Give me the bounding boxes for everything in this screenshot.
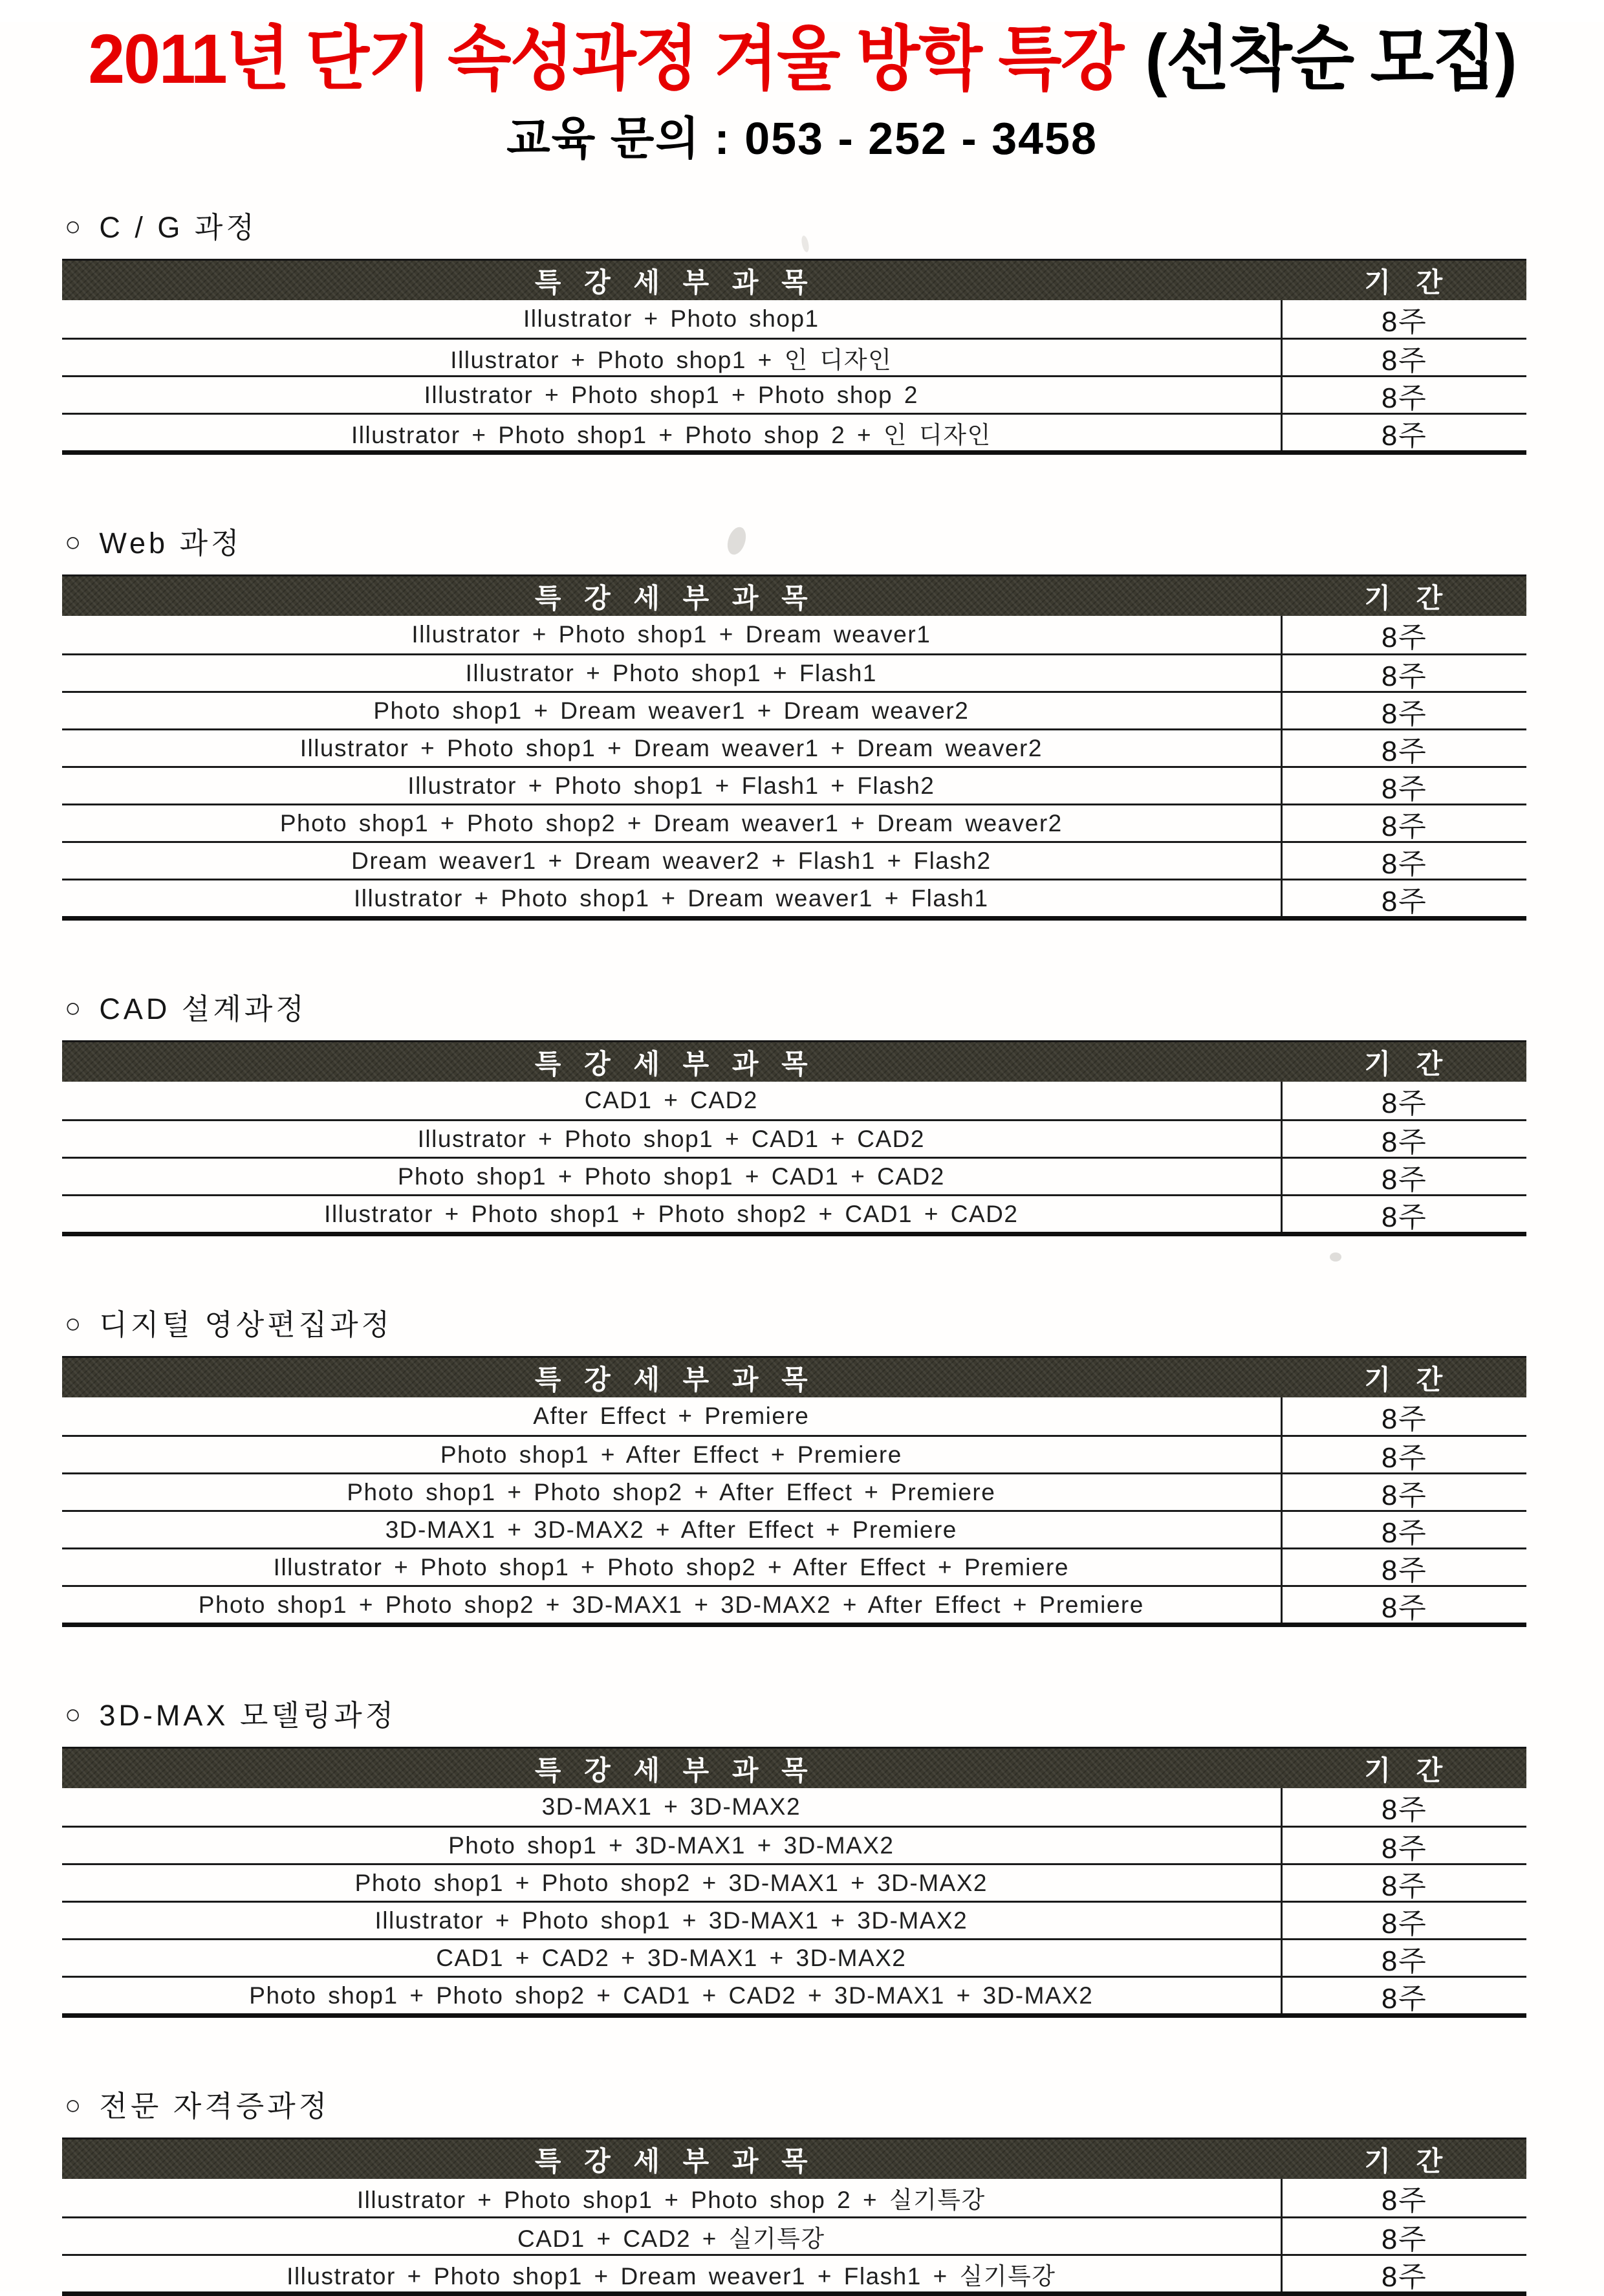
column-header-subject: 특 강 세 부 과 목 xyxy=(534,1048,816,1079)
duration-cell: 8주 xyxy=(1281,1082,1526,1119)
subject-cell: Photo shop1 + Photo shop1 + CAD1 + CAD2 xyxy=(397,1163,945,1190)
table-row xyxy=(62,1863,1526,1901)
table-row xyxy=(62,375,1526,413)
duration-cell: 8주 xyxy=(1281,768,1526,804)
table-row xyxy=(62,1157,1526,1194)
duration-cell: 8주 xyxy=(1281,1397,1526,1435)
subject-cell: Photo shop1 + Photo shop2 + After Effect + Premiere xyxy=(347,1478,996,1505)
table-row xyxy=(62,1472,1526,1510)
subject-cell: Illustrator + Photo shop1 + Photo shop 2 + 실기특강 xyxy=(356,2187,986,2214)
table-header-row xyxy=(62,2137,1526,2179)
subject-cell: Dream weaver1 + Dream weaver2 + Flash1 + Flash2 xyxy=(351,847,992,874)
subject-cell: 3D-MAX1 + 3D-MAX2 + After Effect + Premiere xyxy=(385,1516,957,1543)
table-row xyxy=(62,2254,1526,2291)
column-header-duration: 기 간 xyxy=(1364,1364,1452,1395)
table-row xyxy=(62,338,1526,375)
page-title xyxy=(0,20,1604,98)
table-row xyxy=(62,728,1526,766)
subject-cell: Illustrator + Photo shop1 + Flash1 + Flash2 xyxy=(407,772,935,799)
subject-cell: Illustrator + Photo shop1 + 3D-MAX1 + 3D-MAX2 xyxy=(374,1907,968,1934)
subject-cell: Photo shop1 + After Effect + Premiere xyxy=(440,1441,902,1468)
subject-cell: Photo shop1 + Photo shop2 + CAD1 + CAD2 + 3D-MAX1 + 3D-MAX2 xyxy=(249,1982,1094,2009)
subject-cell: Photo shop1 + Photo shop2 + Dream weaver1 + Dream weaver2 xyxy=(279,809,1063,836)
course-sections xyxy=(62,204,1526,2296)
subject-cell: After Effect + Premiere xyxy=(533,1403,810,1430)
duration-cell: 8주 xyxy=(1281,300,1526,338)
circle-bullet-icon: ○ xyxy=(65,210,81,241)
contact-phone-line: 교육 문의 : 053 - 252 - 3458 xyxy=(506,113,1098,164)
subject-cell: Illustrator + Photo shop1 + Photo shop 2 + 인 디자인 xyxy=(351,421,992,448)
duration-cell: 8주 xyxy=(1281,1978,1526,2013)
subject-cell: Illustrator + Photo shop1 + Dream weaver1 + Flash1 + 실기특강 xyxy=(287,2262,1056,2290)
subject-cell: Photo shop1 + Photo shop2 + 3D-MAX1 + 3D-MAX2 + After Effect + Premiere xyxy=(198,1591,1144,1618)
duration-cell: 8주 xyxy=(1281,843,1526,879)
table-row xyxy=(62,2179,1526,2216)
duration-cell: 8주 xyxy=(1281,2179,1526,2216)
section-title-text: C / G 과정 xyxy=(99,211,257,245)
duration-cell: 8주 xyxy=(1281,693,1526,728)
column-header-duration: 기 간 xyxy=(1364,582,1452,613)
table-row xyxy=(62,1788,1526,1826)
duration-cell: 8주 xyxy=(1281,1196,1526,1232)
table-row xyxy=(62,1547,1526,1585)
duration-cell: 8주 xyxy=(1281,340,1526,375)
table-row xyxy=(62,653,1526,691)
column-header-subject: 특 강 세 부 과 목 xyxy=(534,1364,816,1395)
course-table xyxy=(62,2137,1526,2296)
subject-cell: CAD1 + CAD2 + 3D-MAX1 + 3D-MAX2 xyxy=(436,1944,907,1971)
subject-cell: Photo shop1 + Photo shop2 + 3D-MAX1 + 3D-MAX2 xyxy=(354,1869,988,1896)
table-row xyxy=(62,879,1526,916)
table-header-row xyxy=(62,1747,1526,1788)
section-video-editing xyxy=(62,1301,1526,1627)
duration-cell: 8주 xyxy=(1281,730,1526,766)
column-header-subject: 특 강 세 부 과 목 xyxy=(534,267,816,298)
duration-cell: 8주 xyxy=(1281,1549,1526,1585)
duration-cell: 8주 xyxy=(1281,2256,1526,2291)
duration-cell: 8주 xyxy=(1281,1437,1526,1472)
section-cad xyxy=(62,985,1526,1236)
table-row xyxy=(62,841,1526,879)
table-row xyxy=(62,413,1526,450)
section-title xyxy=(65,1301,1526,1343)
column-header-subject: 특 강 세 부 과 목 xyxy=(534,1755,816,1786)
duration-cell: 8주 xyxy=(1281,1788,1526,1826)
subject-cell: Illustrator + Photo shop1 + Dream weaver1 + Flash1 xyxy=(353,884,989,912)
table-row xyxy=(62,1119,1526,1157)
subject-cell: Illustrator + Photo shop1 + Photo shop2 + CAD1 + CAD2 xyxy=(324,1200,1019,1227)
course-table xyxy=(62,259,1526,455)
column-header-duration: 기 간 xyxy=(1364,1755,1452,1786)
subject-cell: 3D-MAX1 + 3D-MAX2 xyxy=(541,1793,801,1820)
subject-cell: CAD1 + CAD2 + 실기특강 xyxy=(517,2225,825,2252)
subject-cell: Illustrator + Photo shop1 + Dream weaver1 + Dream weaver2 xyxy=(299,734,1043,761)
subject-cell: Photo shop1 + 3D-MAX1 + 3D-MAX2 xyxy=(448,1831,894,1859)
duration-cell: 8주 xyxy=(1281,880,1526,916)
table-row xyxy=(62,1585,1526,1623)
page-title-main: 2011년 단기 속성과정 겨울 방학 특강 xyxy=(88,19,1123,98)
section-title xyxy=(65,2083,1526,2125)
page-title-suffix: (선착순 모집) xyxy=(1145,19,1516,98)
circle-bullet-icon: ○ xyxy=(65,2089,81,2120)
duration-cell: 8주 xyxy=(1281,1828,1526,1863)
table-row xyxy=(62,1938,1526,1976)
table-row xyxy=(62,1976,1526,2013)
subject-cell: Illustrator + Photo shop1 xyxy=(523,305,819,333)
duration-cell: 8주 xyxy=(1281,616,1526,653)
duration-cell: 8주 xyxy=(1281,655,1526,691)
duration-cell: 8주 xyxy=(1281,415,1526,450)
section-title xyxy=(65,985,1526,1027)
table-row xyxy=(62,691,1526,728)
section-3dmax xyxy=(62,1692,1526,2018)
duration-cell: 8주 xyxy=(1281,1474,1526,1510)
duration-cell: 8주 xyxy=(1281,1159,1526,1194)
section-title xyxy=(65,204,1526,246)
scanned-flyer-page xyxy=(0,19,1604,2293)
duration-cell: 8주 xyxy=(1281,1512,1526,1547)
column-header-subject: 특 강 세 부 과 목 xyxy=(534,582,816,613)
table-row xyxy=(62,766,1526,804)
circle-bullet-icon: ○ xyxy=(65,526,81,557)
table-row xyxy=(62,1435,1526,1472)
subject-cell: Illustrator + Photo shop1 + CAD1 + CAD2 xyxy=(417,1125,925,1152)
circle-bullet-icon: ○ xyxy=(65,1307,81,1339)
section-web xyxy=(62,519,1526,921)
duration-cell: 8주 xyxy=(1281,2218,1526,2254)
duration-cell: 8주 xyxy=(1281,1940,1526,1976)
circle-bullet-icon: ○ xyxy=(65,1698,81,1729)
duration-cell: 8주 xyxy=(1281,1865,1526,1901)
section-title-text: Web 과정 xyxy=(99,527,243,560)
course-table xyxy=(62,574,1526,921)
scan-artifact xyxy=(1330,1252,1341,1262)
subject-cell: Illustrator + Photo shop1 + Photo shop2 + After Effect + Premiere xyxy=(273,1553,1069,1580)
section-title-text: CAD 설계과정 xyxy=(99,992,307,1026)
section-title-text: 3D-MAX 모델링과정 xyxy=(99,1699,397,1733)
table-header-row xyxy=(62,574,1526,616)
column-header-duration: 기 간 xyxy=(1364,1048,1452,1079)
duration-cell: 8주 xyxy=(1281,1587,1526,1623)
duration-cell: 8주 xyxy=(1281,1121,1526,1157)
subject-cell: CAD1 + CAD2 xyxy=(584,1087,758,1114)
table-header-row xyxy=(62,1356,1526,1397)
table-row xyxy=(62,1397,1526,1435)
table-row xyxy=(62,1082,1526,1119)
duration-cell: 8주 xyxy=(1281,1903,1526,1938)
column-header-duration: 기 간 xyxy=(1364,267,1452,298)
subject-cell: Photo shop1 + Dream weaver1 + Dream weaver2 xyxy=(373,697,970,724)
table-row xyxy=(62,1510,1526,1547)
section-title xyxy=(65,1692,1526,1734)
table-header-row xyxy=(62,1040,1526,1082)
course-table xyxy=(62,1747,1526,2018)
section-cg xyxy=(62,204,1526,455)
duration-cell: 8주 xyxy=(1281,377,1526,413)
section-title-text: 디지털 영상편집과정 xyxy=(99,1308,393,1342)
table-row xyxy=(62,2216,1526,2254)
section-title xyxy=(65,519,1526,562)
subject-cell: Illustrator + Photo shop1 + 인 디자인 xyxy=(450,346,893,373)
column-header-duration: 기 간 xyxy=(1364,2145,1452,2176)
subject-cell: Illustrator + Photo shop1 + Flash1 xyxy=(465,659,877,686)
course-table xyxy=(62,1356,1526,1627)
table-header-row xyxy=(62,259,1526,300)
column-header-subject: 특 강 세 부 과 목 xyxy=(534,2145,816,2176)
table-row xyxy=(62,1901,1526,1938)
table-row xyxy=(62,1194,1526,1232)
subject-cell: Illustrator + Photo shop1 + Dream weaver1 xyxy=(411,621,931,648)
table-row xyxy=(62,300,1526,338)
section-title-text: 전문 자격증과정 xyxy=(99,2090,331,2123)
duration-cell: 8주 xyxy=(1281,805,1526,841)
section-certificate xyxy=(62,2083,1526,2296)
table-row xyxy=(62,616,1526,653)
circle-bullet-icon: ○ xyxy=(65,992,81,1023)
table-row xyxy=(62,1826,1526,1863)
subject-cell: Illustrator + Photo shop1 + Photo shop 2 xyxy=(424,381,918,408)
table-row xyxy=(62,804,1526,841)
course-table xyxy=(62,1040,1526,1236)
